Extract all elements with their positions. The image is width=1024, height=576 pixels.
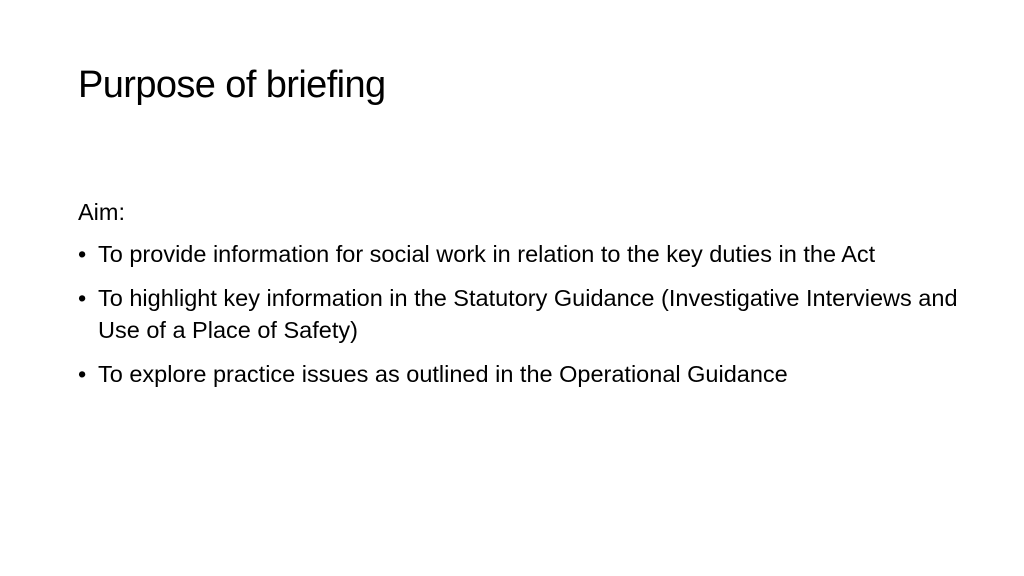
bullet-icon: • [78,361,87,387]
bullet-text: To highlight key information in the Statutory Guidance (Investigative Interviews and Use of a Place of Safety) [98,285,958,343]
slide-title: Purpose of briefing [78,64,386,106]
bullet-item [78,238,958,270]
slide-body [78,196,958,402]
bullet-text: To explore practice issues as outlined in the Operational Guidance [98,361,788,387]
bullet-icon: • [78,241,87,267]
bullet-text: To provide information for social work in relation to the key duties in the Act [98,241,876,267]
bullet-list [78,238,958,390]
bullet-item [78,358,958,390]
bullet-item [78,282,958,346]
bullet-icon: • [78,285,87,311]
aim-label: Aim: [78,199,125,225]
